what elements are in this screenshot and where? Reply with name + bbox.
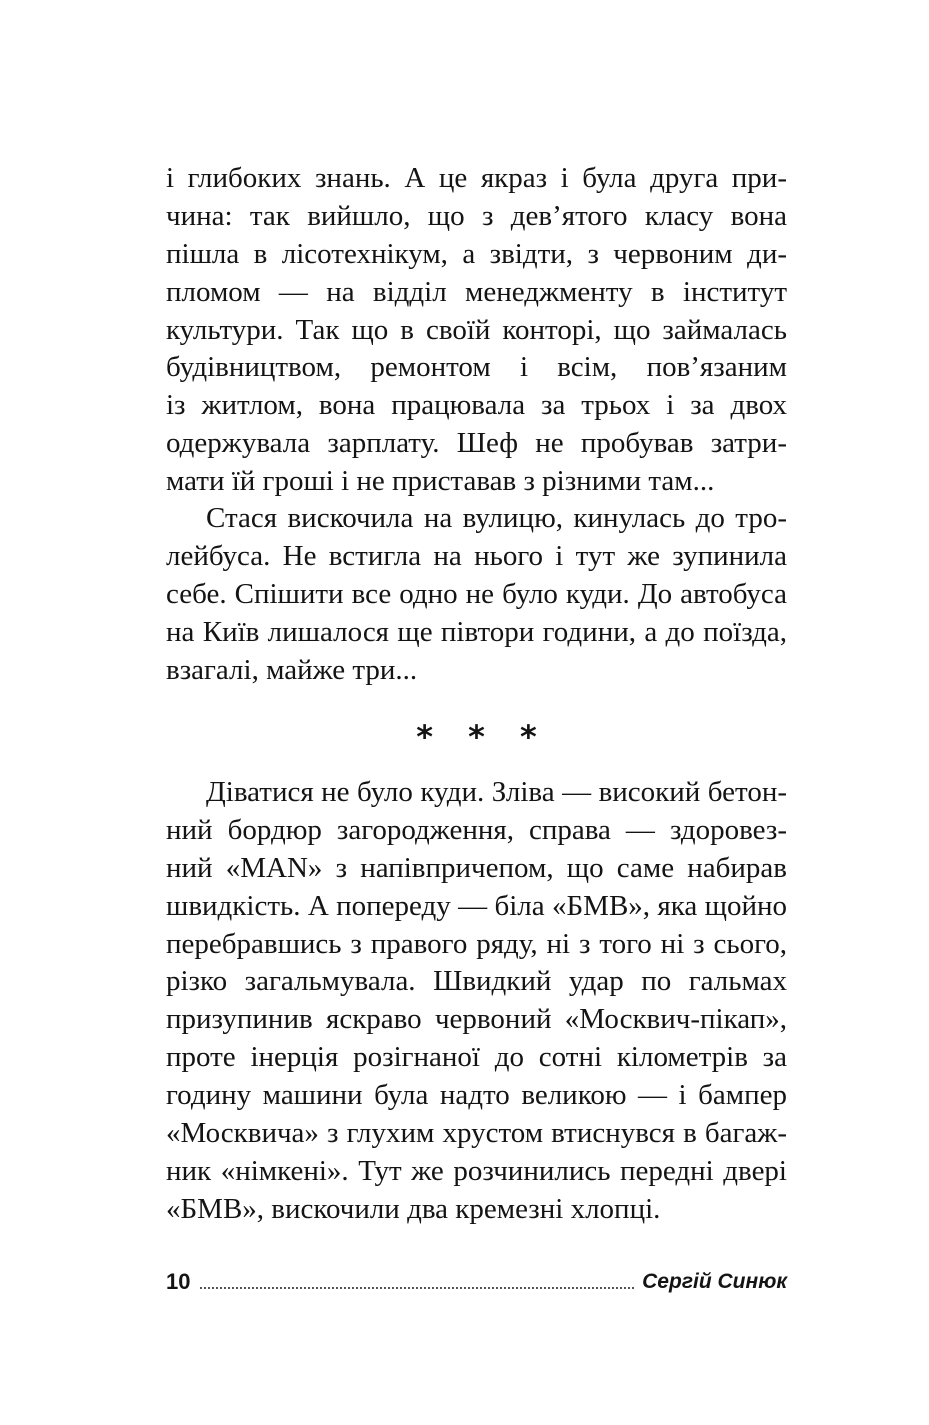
text-line: годину машини була надто великою — і бампер <box>166 1079 787 1112</box>
text-line: пішла в лісотехнікум, а звідти, з червоним ди- <box>166 237 787 270</box>
text-line: будівництвом, ремонтом і всім, пов’язаним <box>166 351 787 384</box>
text-line: перебравшись з правого ряду, ні з того ні з сього, <box>166 927 787 960</box>
text-line: себе. Спішити все одно не було куди. До автобуса <box>166 577 787 610</box>
text-line: чина: так вийшло, що з дев’ятого класу вона <box>166 199 787 232</box>
text-line: взагалі, майже три... <box>166 653 418 686</box>
paragraph-3 <box>166 774 787 1229</box>
text-line: на Київ лишалося ще півтори години, а до поїзда, <box>166 615 787 648</box>
text-line: «Москвича» з глухим хрустом втиснувся в багаж- <box>166 1117 787 1150</box>
text-line: мати їй гроші і не приставав з різними там... <box>166 465 715 498</box>
text-line: і глибоких знань. А це якраз і була друга при- <box>166 162 787 194</box>
text-line: проте інерція розігнаної до сотні кілометрів за <box>166 1041 787 1074</box>
paragraph-1 <box>166 160 787 501</box>
text-line: ний бордюр загородження, справа — здоровез- <box>166 813 787 846</box>
text-line: пломом — на відділ менеджменту в інститут <box>166 275 787 308</box>
text-line: Діватися не було куди. Зліва — високий бетон- <box>206 776 787 808</box>
text-line: швидкість. А попереду — біла «БМВ», яка щойно <box>166 889 787 922</box>
footer-dotted-leader <box>200 1287 634 1289</box>
paragraph-2 <box>166 500 787 689</box>
text-line: ний «MAN» з напівпричепом, що саме набирав <box>166 851 787 884</box>
text-line: із житлом, вона працювала за трьох і за двох <box>166 389 787 422</box>
page-number: 10 <box>166 1269 191 1294</box>
text-line: «БМВ», вискочили два кремезні хлопці. <box>166 1192 661 1225</box>
text-line: ник «німкені». Тут же розчинились передні двері <box>166 1154 787 1187</box>
author-name: Сергій Синюк <box>642 1270 787 1293</box>
text-line: лейбуса. Не встигла на нього і тут же зупинила <box>166 539 787 572</box>
text-line: призупинив яскраво червоний «Москвич-пікап», <box>166 1003 787 1036</box>
text-line: культури. Так що в своїй конторі, що займалась <box>166 313 787 346</box>
text-line: одержувала зарплату. Шеф не пробував затри- <box>166 427 787 460</box>
text-line: різко загальмувала. Швидкий удар по гальмах <box>166 965 787 998</box>
page-footer <box>166 1266 787 1294</box>
section-divider: * * * <box>416 718 549 756</box>
text-line: Стася вискочила на вулицю, кинулась до тро- <box>206 502 787 534</box>
